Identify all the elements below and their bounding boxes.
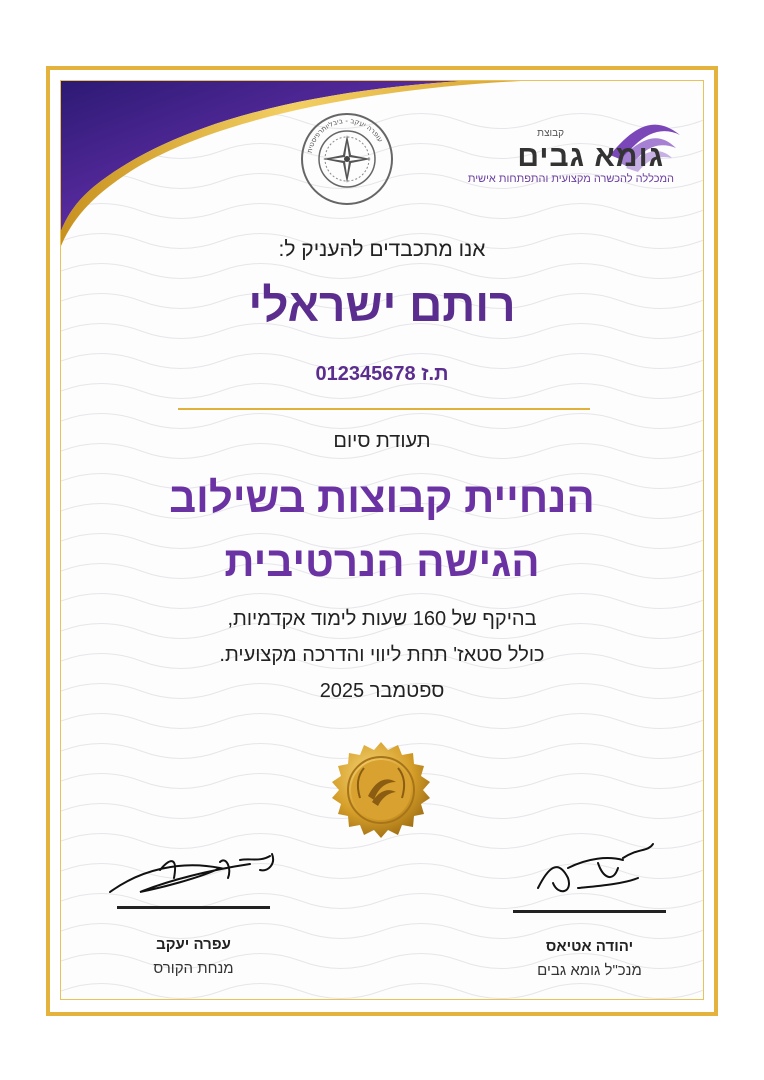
logo-prefix: קבוצת: [537, 128, 564, 139]
logo-title: גומא גבים: [517, 140, 664, 173]
certificate-date: ספטמבר 2025: [319, 680, 445, 702]
intro-text: אנו מתכבדים להעניק ל:: [278, 238, 486, 261]
description-line2: כולל סטאז' תחת ליווי והדרכה מקצועית.: [219, 644, 545, 666]
recipient-name: רותם ישראלי: [248, 279, 516, 331]
right-signature-line: [513, 910, 666, 913]
right-signer-name: יהודה אטיאס: [545, 938, 634, 955]
id-label: ת.ז: [421, 363, 449, 385]
left-signer-role: מנחת הקורס: [153, 960, 234, 977]
id-number: 012345678: [315, 363, 416, 385]
course-title-line2: הגישה הנרטיבית: [224, 538, 540, 585]
left-signer-name: עפרה יעקב: [156, 936, 231, 953]
logo-tagline: המכללה להכשרה מקצועית והתפתחות אישית: [467, 173, 674, 185]
stamp-text: עופרה יעקב - ביבליותרפיסטית: [305, 116, 385, 154]
course-title: [60, 466, 704, 594]
description-line1: בהיקף של 160 שעות לימוד אקדמיות,: [227, 608, 537, 630]
course-title-line1: הנחיית קבוצות בשילוב: [169, 474, 595, 521]
id-line: [60, 363, 704, 386]
course-description: [60, 601, 704, 709]
gold-seal-icon: [326, 740, 436, 850]
gold-divider: [178, 408, 590, 410]
left-signature-scribble: [100, 850, 290, 900]
right-signature-scribble: [528, 838, 658, 900]
certificate-type: תעודת סיום: [333, 430, 431, 452]
right-signer-role: מנכ"ל גומא גבים: [537, 962, 642, 979]
left-signature-line: [117, 906, 270, 909]
compass-stamp-icon: [299, 111, 395, 207]
